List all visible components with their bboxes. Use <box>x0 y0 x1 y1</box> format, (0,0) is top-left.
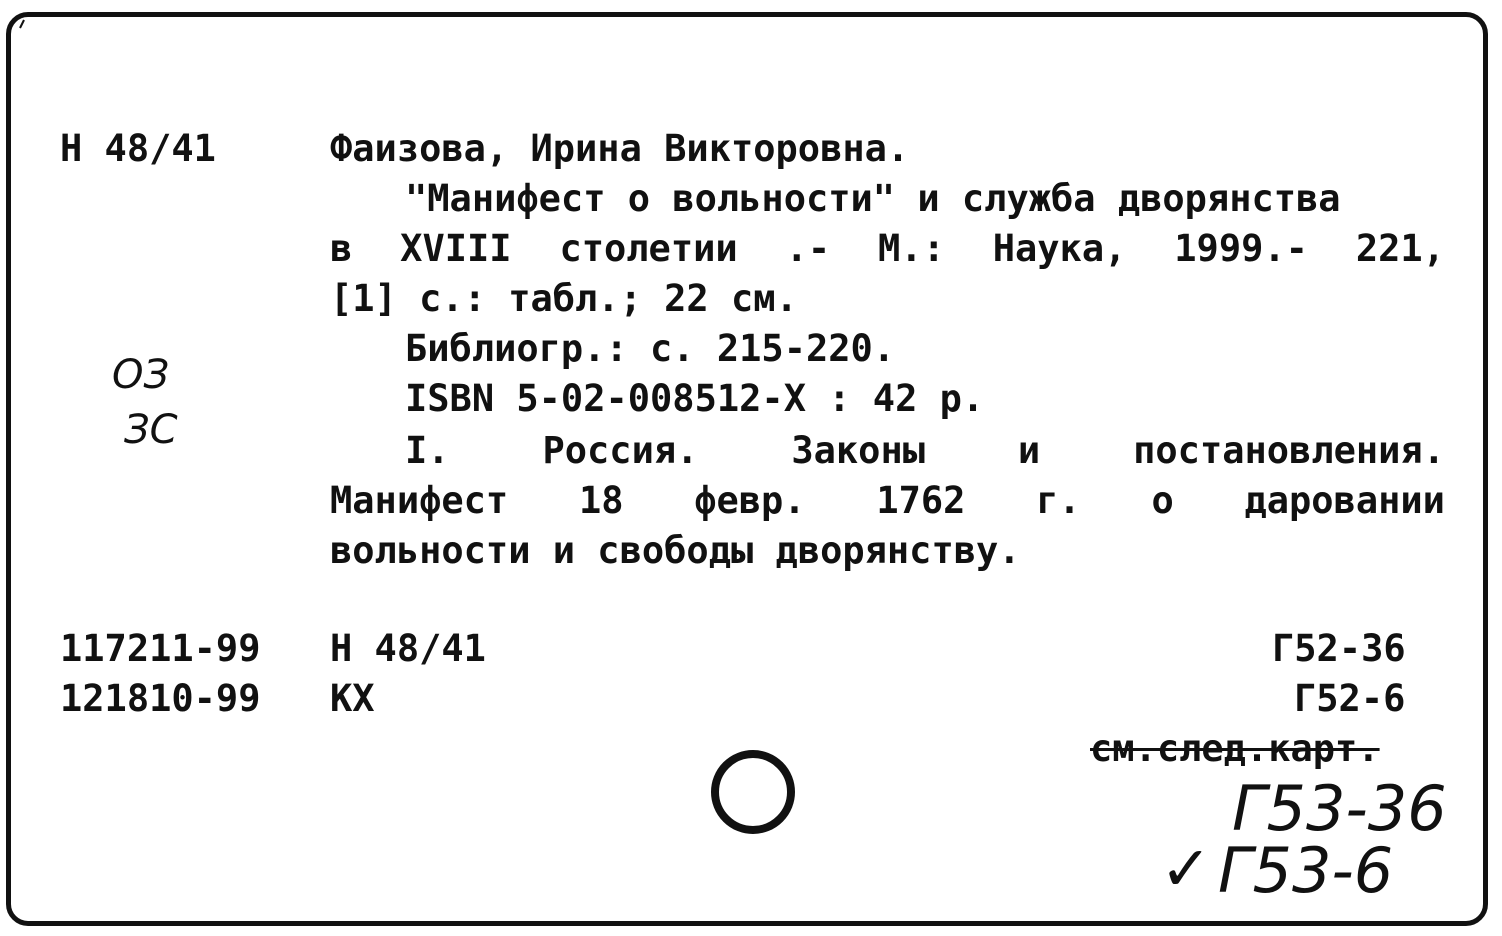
word: в <box>330 227 353 270</box>
word: .- <box>785 227 831 270</box>
handwritten-check: ✓ <box>1160 832 1212 905</box>
word: февр. <box>694 479 806 522</box>
title-line-1: "Манифест о вольности" и служба дворянства <box>405 177 1341 220</box>
shelf-mark-1: Н 48/41 <box>330 627 486 670</box>
author-heading: Фаизова, Ирина Викторовна. <box>330 127 910 170</box>
classification-1: Г52-36 <box>1272 627 1406 670</box>
word: 18 <box>578 479 624 522</box>
inventory-number-1: 117211-99 <box>60 627 261 670</box>
inventory-number-2: 121810-99 <box>60 677 261 720</box>
word: о <box>1151 479 1174 522</box>
see-next-card: см.след.карт. <box>1090 727 1380 770</box>
word: Манифест <box>330 479 509 522</box>
subject-line-3: вольности и свободы дворянству. <box>330 529 1021 572</box>
title-line-3: [1] с.: табл.; 22 см. <box>330 277 798 320</box>
word: I. <box>405 429 450 472</box>
word: г. <box>1036 479 1081 522</box>
call-number: Н 48/41 <box>60 127 216 170</box>
word: даровании <box>1244 479 1445 522</box>
handwritten-mark-1: ОЗ <box>112 352 170 398</box>
word: Наука, <box>992 227 1127 270</box>
word: 1999.- <box>1174 227 1308 270</box>
bibliography-note: Библиогр.: с. 215-220. <box>405 327 896 370</box>
classification-2: Г52-6 <box>1294 677 1406 720</box>
word: постановления. <box>1133 429 1445 472</box>
word: столетии <box>559 227 738 270</box>
isbn-line: ISBN 5-02-008512-X : 42 р. <box>405 377 985 420</box>
handwritten-class-1: Г53-36 <box>1232 772 1447 845</box>
shelf-mark-2: КХ <box>330 677 375 720</box>
word: Законы <box>791 429 925 472</box>
word: 1762 <box>876 479 966 522</box>
handwritten-mark-2: ЗС <box>124 407 178 453</box>
word: и <box>1017 429 1041 472</box>
word: XVIII <box>400 227 512 270</box>
handwritten-class-2: Г53-6 <box>1218 834 1394 907</box>
word: 221, <box>1355 227 1445 270</box>
word: Россия. <box>542 429 699 472</box>
word: М.: <box>878 227 945 270</box>
